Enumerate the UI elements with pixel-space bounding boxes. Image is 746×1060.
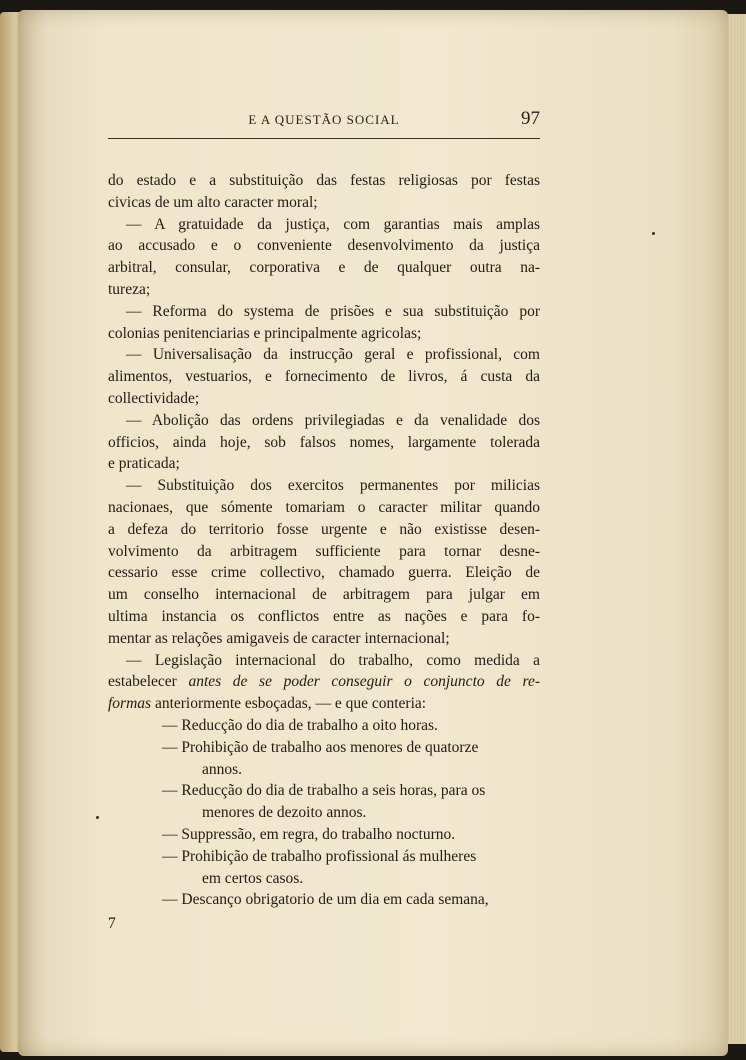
text-line: collectividade;	[108, 389, 200, 407]
text-line: ultima instancia os conflictos entre as nações e para fo-	[108, 607, 540, 625]
text-line: — Substituição dos exercitos permanentes por milicias	[126, 477, 540, 495]
list-item-continuation: menores de dezoito annos.	[202, 804, 367, 822]
text-line: cessario esse crime collectivo, chamado guerra. Eleição de	[108, 564, 540, 582]
text-line: nacionaes, que sómente tomariam o caracter militar quando	[108, 498, 540, 516]
text-line: — Legislação internacional do trabalho, como medida a	[126, 651, 540, 669]
text-line: colonias penitenciarias e principalmente agricolas;	[108, 324, 422, 342]
text-line: volvimento da arbitragem sufficiente para tornar desne-	[108, 542, 540, 560]
book-page	[18, 10, 728, 1056]
text-fragment: anteriormente esboçadas, — e que conteria:	[151, 695, 427, 713]
list-item: — Reducção do dia de trabalho a seis horas, para os	[162, 782, 486, 800]
list-item: — Prohibição de trabalho aos menores de quatorze	[162, 738, 479, 756]
text-line: um conselho internacional de arbitragem para julgar em	[108, 586, 540, 604]
running-head	[108, 108, 540, 134]
text-line: officios, ainda hoje, sob falsos nomes, largamente tolerada	[108, 433, 540, 451]
text-line: alimentos, vestuarios, e fornecimento de livros, á custa da	[108, 368, 540, 386]
text-fragment: estabelecer	[108, 673, 189, 691]
body-text	[108, 170, 540, 935]
text-line: — A gratuidade da justiça, com garantias mais amplas	[126, 215, 540, 233]
signature-mark: 7	[108, 915, 116, 933]
text-line: a defeza do territorio fosse urgente e não existisse desen-	[108, 520, 540, 538]
text-line: e praticada;	[108, 455, 180, 473]
text-line: tureza;	[108, 280, 151, 298]
list-item: — Suppressão, em regra, do trabalho nocturno.	[162, 825, 456, 843]
list-item: — Descanço obrigatorio de um dia em cada semana,	[162, 891, 489, 909]
italic-fragment: formas	[108, 695, 152, 713]
header-rule	[108, 138, 540, 139]
text-line: — Universalisação da instrucção geral e profissional, com	[126, 346, 540, 364]
text-line: mentar as relações amigaveis de caracter internacional;	[108, 629, 450, 647]
paper-speck	[652, 232, 655, 235]
text-line: arbitral, consular, corporativa e de qualquer outra na-	[108, 259, 540, 277]
text-line: — Reforma do systema de prisões e sua substituição por	[126, 302, 540, 320]
list-item-continuation: em certos casos.	[202, 869, 304, 887]
text-line: do estado e a substituição das festas religiosas por festas	[108, 172, 540, 189]
text-line: ao accusado e o conveniente desenvolvimento da justiça	[108, 237, 540, 255]
paper-speck	[96, 816, 99, 819]
page-number: 97	[521, 108, 540, 129]
list-item-continuation: annos.	[202, 760, 243, 778]
text-line-italic-phrase	[108, 693, 540, 715]
text-line: — Abolição das ordens privilegiadas e da venalidade dos	[126, 411, 540, 429]
list-item: — Prohibição de trabalho profissional ás mulheres	[162, 847, 477, 865]
running-head-title: E A QUESTÃO SOCIAL	[248, 112, 400, 127]
text-line-italic-phrase	[108, 671, 540, 693]
list-item: — Reducção do dia de trabalho a oito horas.	[162, 716, 438, 734]
italic-fragment: antes de se poder conseguir o conjuncto de re-	[188, 673, 540, 691]
text-line: civicas de um alto caracter moral;	[108, 193, 318, 211]
